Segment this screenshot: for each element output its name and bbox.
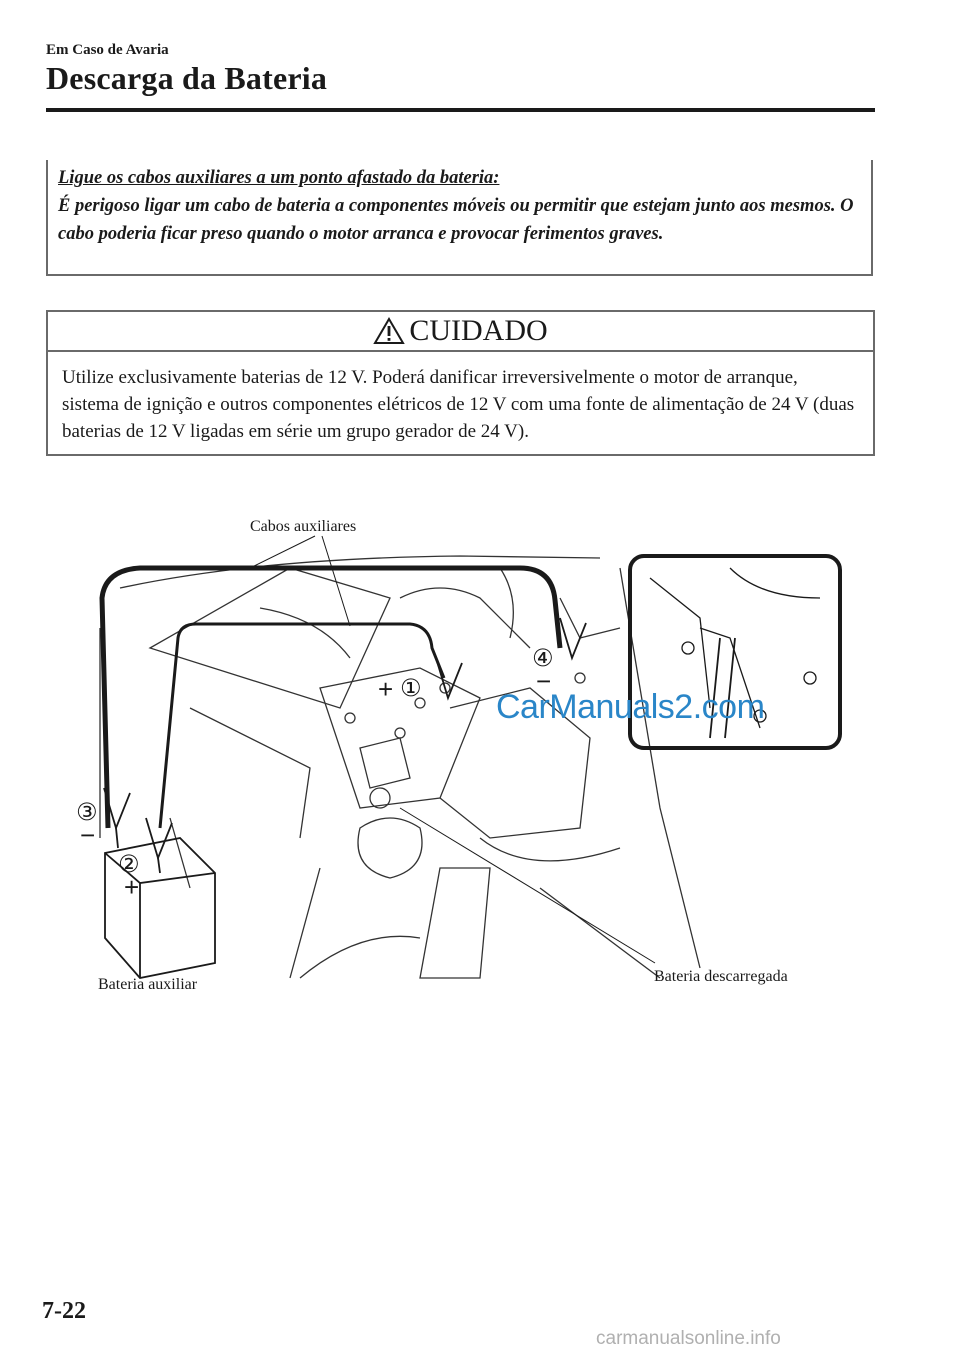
title-rule: [46, 108, 875, 112]
warning-box: [46, 160, 873, 276]
caution-header: [48, 312, 873, 352]
page-title: Descarga da Bateria: [46, 60, 328, 96]
caution-box: [46, 310, 875, 456]
marker-2: ②: [118, 850, 140, 878]
watermark: CarManuals2.com: [496, 688, 765, 726]
engine-bay-drawing: [100, 556, 700, 978]
marker-3: ③: [76, 798, 98, 826]
leader-cables-1: [250, 536, 315, 568]
footer-site: carmanualsonline.info: [596, 1328, 781, 1349]
caution-title: CUIDADO: [409, 314, 548, 347]
page-number: 7-22: [42, 1298, 86, 1324]
warning-triangle-icon: [373, 317, 405, 345]
label-dead-battery: Bateria descarregada: [654, 968, 788, 985]
section-label: Em Caso de Avaria: [46, 42, 169, 58]
warning-heading: Ligue os cabos auxiliares a um ponto afastado da bateria:: [58, 168, 500, 188]
label-cables: Cabos auxiliares: [250, 518, 357, 535]
warning-text: É perigoso ligar um cabo de bateria a componentes móveis ou permitir que estejam junto aos mesmos. O cabo poderia ficar preso quando o motor arranca e provocar ferimentos graves.: [58, 196, 854, 244]
marker-4: ④: [532, 644, 554, 672]
leader-cables-2: [322, 536, 350, 626]
marker-plus-2: +: [124, 872, 140, 902]
leader-dead-battery: [400, 808, 655, 963]
marker-1: ①: [400, 674, 422, 702]
marker-plus-1: +: [378, 674, 394, 704]
caution-text: Utilize exclusivamente baterias de 12 V. Poderá danificar irreversivelmente o motor de arranque, sistema de ignição e outros componentes elétricos de 12 V com uma fonte de alimentação de 24 V (duas baterias de 12 V ligadas em série um grupo gerador de 24 V).: [62, 367, 855, 442]
marker-minus-4: −: [536, 666, 552, 696]
cable-positive: [160, 624, 444, 828]
marker-minus-3: −: [80, 820, 96, 850]
jump-start-illustration: [60, 508, 860, 1008]
label-aux-battery: Bateria auxiliar: [98, 976, 198, 993]
